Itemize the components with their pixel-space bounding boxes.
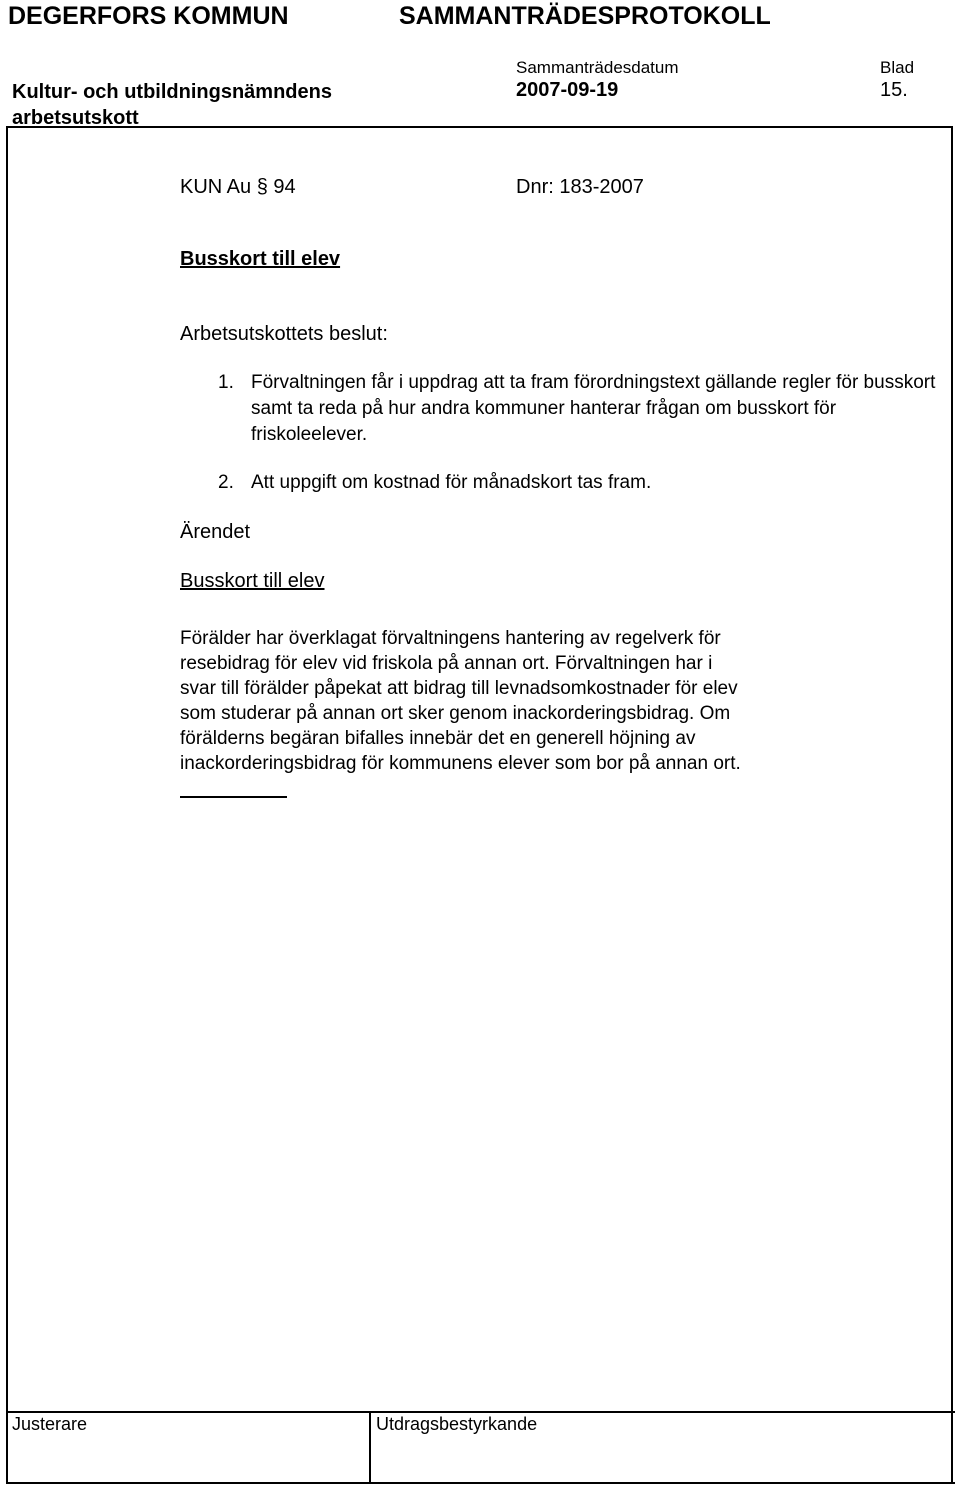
decision-number-2: 2. bbox=[218, 472, 234, 493]
paragraph-number: 94 bbox=[273, 176, 296, 198]
page-number: 15. bbox=[880, 79, 908, 101]
matter-title: Busskort till elev bbox=[180, 570, 325, 592]
page-label: Blad bbox=[880, 58, 915, 77]
section-title: Busskort till elev bbox=[180, 248, 341, 270]
committee-name: Kultur- och utbildningsnämndens arbetsutskott bbox=[12, 81, 332, 129]
content-frame bbox=[6, 126, 953, 1482]
date-label: Sammanträdesdatum bbox=[516, 58, 679, 77]
paragraph-reference bbox=[180, 176, 296, 199]
paragraph-prefix: KUN Au bbox=[180, 176, 252, 198]
decision-heading: Arbetsutskottets beslut: bbox=[180, 323, 388, 345]
justerare-label: Justerare bbox=[12, 1414, 88, 1434]
end-rule bbox=[180, 796, 287, 798]
paragraph-symbol: § bbox=[256, 176, 268, 198]
matter-heading: Ärendet bbox=[180, 521, 251, 543]
matter-body: Förälder har överklagat förvaltningens hantering av regelverk för resebidrag för elev vid friskola på annan ort. Förvaltningen har i svar till förälder påpekat att bidrag till levnadsomkostnader för elev som studerar på annan ort sker genom inackorderingsbidrag. Om förälderns begäran bifalles innebär det en generell höjning av inackorderingsbidrag för kommunens elever som bor på annan ort. bbox=[180, 628, 741, 774]
decision-text-1: Förvaltningen får i uppdrag att ta fram förordningstext gällande regler för busskort samt ta reda på hur andra kommuner hanterar frågan om busskort för friskoleelever. bbox=[251, 372, 936, 445]
utdragsbestyrkande-label: Utdragsbestyrkande bbox=[376, 1414, 538, 1434]
meeting-date: 2007-09-19 bbox=[516, 79, 619, 101]
diary-number: Dnr: 183-2007 bbox=[516, 176, 644, 198]
organization-name: DEGERFORS KOMMUN bbox=[8, 2, 289, 30]
decision-text-2: Att uppgift om kostnad för månadskort tas fram. bbox=[251, 472, 652, 493]
decision-number-1: 1. bbox=[218, 372, 234, 393]
document-type: SAMMANTRÄDESPROTOKOLL bbox=[399, 2, 771, 30]
footer-divider bbox=[369, 1411, 371, 1484]
